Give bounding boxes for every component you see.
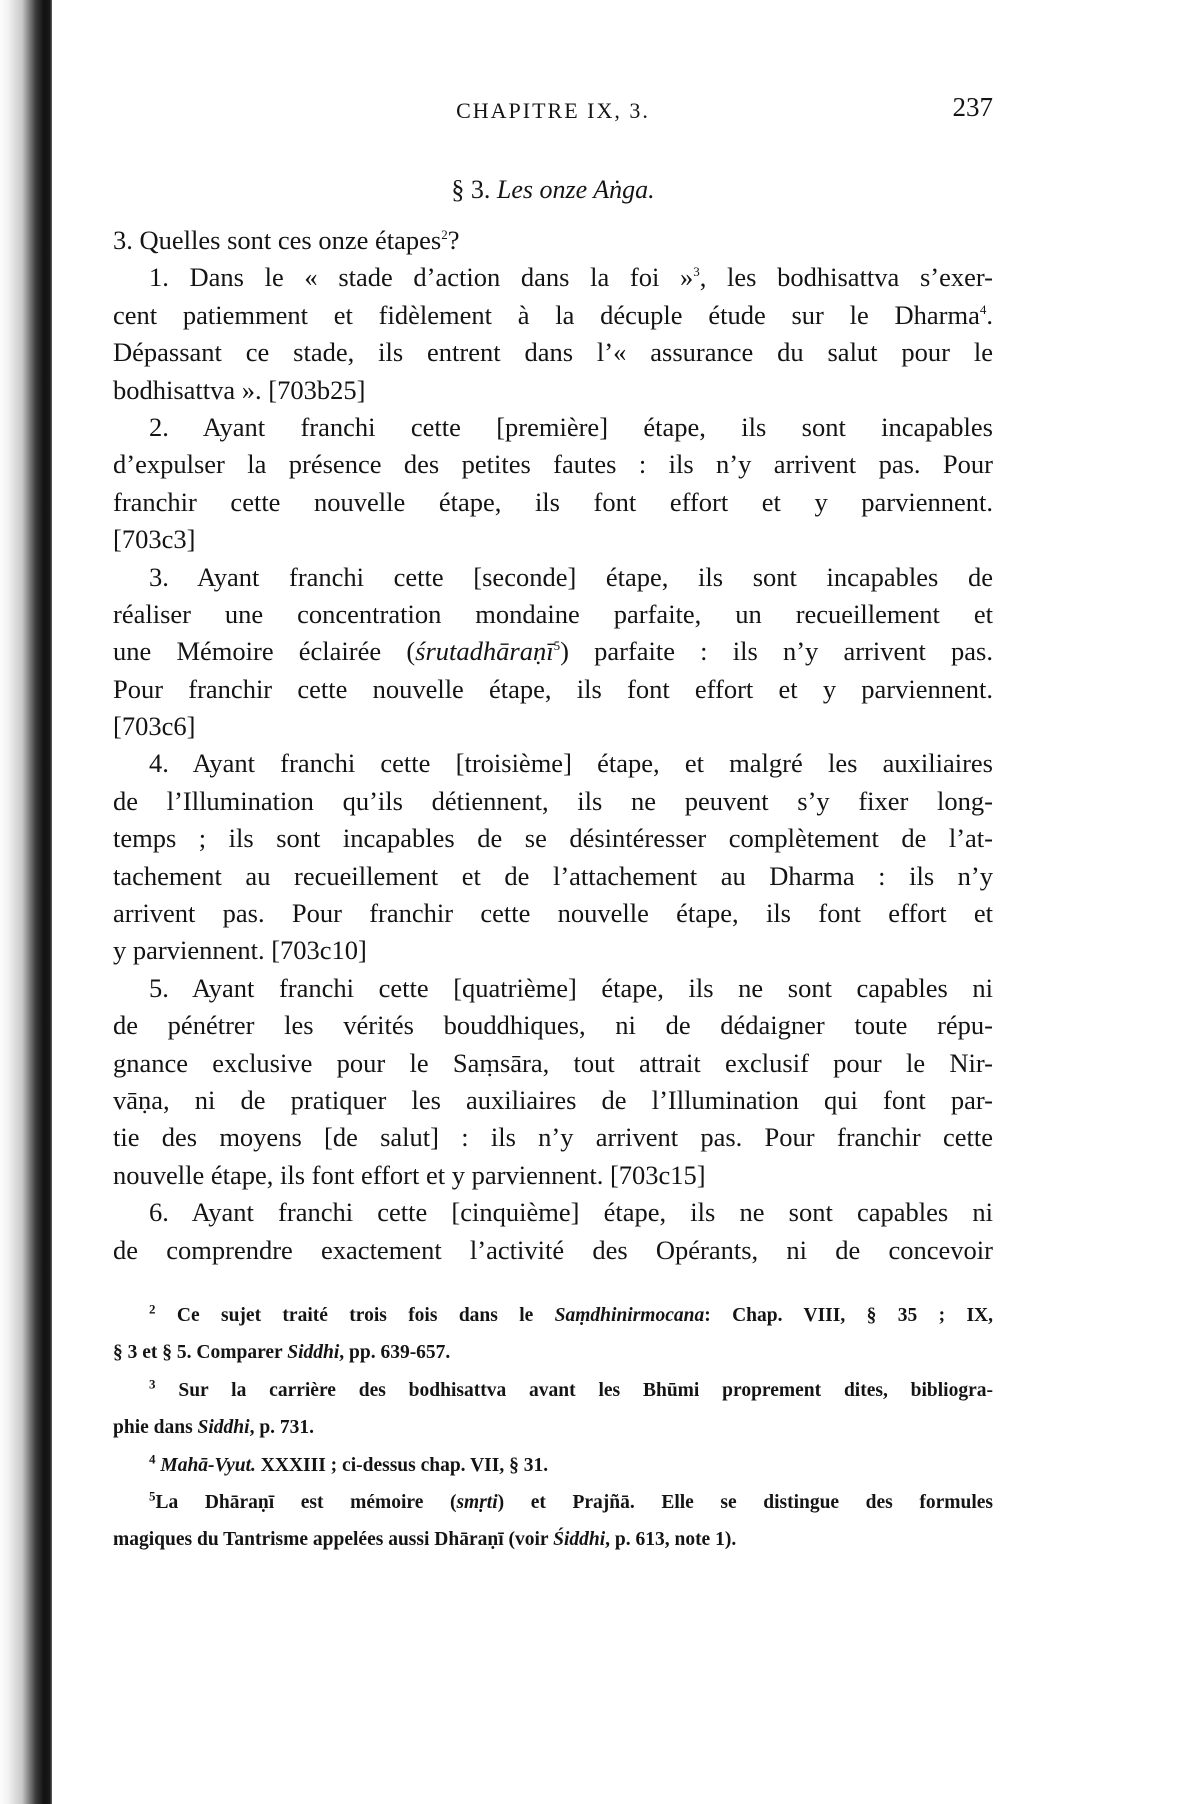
section-heading [113, 175, 993, 205]
footnotes [113, 1300, 993, 1562]
text-line: [703c3] [113, 524, 196, 555]
running-title: CHAPITRE IX, 3. [456, 98, 650, 123]
text-line: [703c6] [113, 711, 196, 742]
text-line: 4. Ayant franchi cette [troisième] étape, et malgré les auxiliaires [149, 748, 993, 779]
text-line: nouvelle étape, ils font effort et y parviennent. [703c15] [113, 1159, 706, 1190]
footnote-ref: 2 [441, 227, 448, 243]
text-line: gnance exclusive pour le Saṃsāra, tout attrait exclusif pour le Nir- [113, 1047, 993, 1078]
footnote-3: $^3$ Sur la carrière des bodhisattva avant les Bhūmi proprement dites, bibliogra- [149, 1376, 993, 1401]
text-line: tie des moyens [de salut] : ils n’y arrivent pas. Pour franchir cette [113, 1122, 993, 1153]
text-line: cent patiemment et fidèlement à la décuple étude sur le Dharma$^4$. [113, 299, 993, 330]
text-line: 5. Ayant franchi cette [quatrième] étape, ils ne sont capables ni [149, 972, 993, 1003]
text-line: 3. Quelles sont ces onze étapes$^2$? [113, 225, 460, 255]
text-line: de pénétrer les vérités bouddhiques, ni de dédaigner toute répu- [113, 1010, 993, 1041]
text-line: de comprendre exactement l’activité des Opérants, ni de concevoir [113, 1234, 993, 1265]
footnote-ref: 3 [693, 264, 700, 280]
footnote-ref: 4 [979, 301, 987, 317]
footnote-ref: 5 [553, 638, 561, 654]
footnote-2-cont: § 3 et § 5. Comparer Siddhi, pp. 639-657. [113, 1342, 451, 1364]
text-line: 2. Ayant franchi cette [première] étape, ils sont incapables [149, 411, 993, 442]
section-title: Les onze Aṅga. [496, 175, 655, 204]
footnote-2: $^2$ Ce sujet traité trois fois dans le Saṃdhinirmocana: Chap. VIII, § 35 ; IX, [149, 1301, 993, 1326]
body-text [113, 222, 993, 1269]
section-prefix: § 3. [451, 175, 491, 204]
text-line: de l’Illumination qu’ils détiennent, ils ne peuvent s’y fixer long- [113, 785, 993, 816]
footnote-5: $^5$La Dhāraṇī est mémoire (smṛti) et Prajñā. Elle se distingue des formules [149, 1488, 993, 1513]
text-line: tachement au recueillement et de l’attachement au Dharma : ils n’y [113, 860, 993, 891]
text-line: 3. Ayant franchi cette [seconde] étape, ils sont incapables de [149, 561, 993, 592]
footnote-3-cont: phie dans Siddhi, p. 731. [113, 1417, 315, 1439]
text-line: vāṇa, ni de pratiquer les auxiliaires de l’Illumination qui font par- [113, 1084, 993, 1115]
text-line: y parviennent. [703c10] [113, 935, 367, 966]
page-binding-shadow [0, 0, 52, 1804]
page-number: 237 [952, 92, 993, 122]
footnote-4: $^4$ Mahā-Vyut. XXXIII ; ci-dessus chap. VII, § 31. [149, 1451, 549, 1476]
text-line: bodhisattva ». [703b25] [113, 374, 366, 405]
text-line: franchir cette nouvelle étape, ils font effort et y parviennent. [113, 486, 993, 517]
text-line: une Mémoire éclairée (śrutadhāraṇī$^5$) parfaite : ils n’y arrivent pas. [113, 636, 993, 667]
text-line: temps ; ils sont incapables de se désintéresser complètement de l’at- [113, 823, 993, 854]
text-line: arrivent pas. Pour franchir cette nouvelle étape, ils font effort et [113, 898, 993, 929]
text-line: 6. Ayant franchi cette [cinquième] étape, ils ne sont capables ni [149, 1197, 993, 1228]
text-line: 1. Dans le « stade d’action dans la foi »$^3$, les bodhisattva s’exer- [149, 262, 993, 293]
text-line: Pour franchir cette nouvelle étape, ils font effort et y parviennent. [113, 673, 993, 704]
text-line: d’expulser la présence des petites fautes : ils n’y arrivent pas. Pour [113, 449, 993, 480]
text-line: réaliser une concentration mondaine parfaite, un recueillement et [113, 598, 993, 629]
running-head [113, 92, 993, 132]
text-line: Dépassant ce stade, ils entrent dans l’« assurance du salut pour le [113, 337, 993, 368]
footnote-5-cont: magiques du Tantrisme appelées aussi Dhāraṇī (voir Śiddhi, p. 613, note 1). [113, 1529, 737, 1551]
